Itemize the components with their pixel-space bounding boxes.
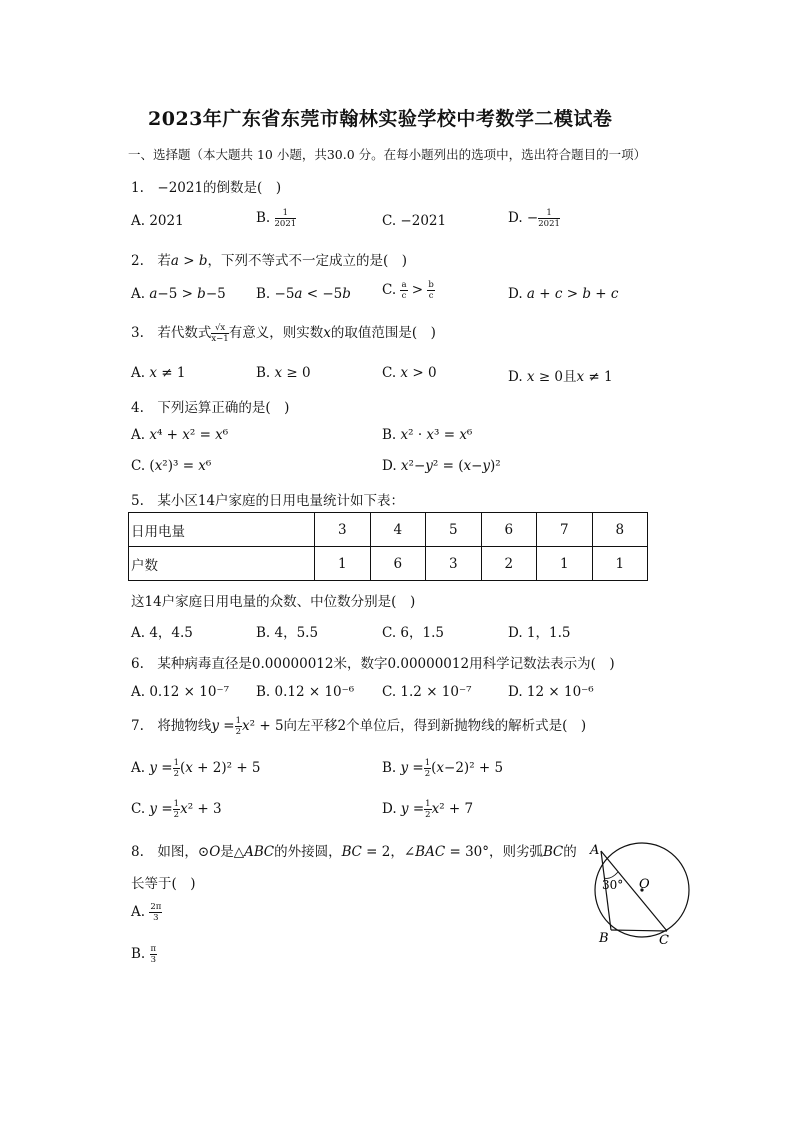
question-5-stem: 5. 某小区14户家庭的日用电量统计如下表： <box>131 493 405 509</box>
q7-fraction: $\frac{1}{2}$ <box>235 716 242 737</box>
q8-option-b[interactable]: B. $\frac{\pi}{3}$ <box>131 944 157 965</box>
table-row-header: 日用电量 <box>129 513 315 547</box>
q5-option-b[interactable]: B. 4，5.5 <box>256 625 319 641</box>
table-cell: 5 <box>426 513 482 547</box>
q6-option-c[interactable]: C. 1.2 × 10⁻⁷ <box>382 684 472 700</box>
table-cell: 2 <box>481 547 537 581</box>
table-cell: 6 <box>481 513 537 547</box>
question-7-stem: 7. 将抛物线𝑦 = $\frac{1}{2}$ 𝑥² + 5向左平移2个单位后，得到新抛物线的解析式是( ) <box>131 716 587 737</box>
question-3-stem: 3. 若代数式 $\frac{√x}{x-1}$ 有意义，则实数𝑥的取值范围是( ) <box>131 323 436 344</box>
q2-c-fraction-left: $\frac{a}{c}$ <box>401 280 407 301</box>
q3-option-c[interactable]: C. 𝑥 > 0 <box>382 365 437 381</box>
circle-triangle-figure <box>585 838 697 950</box>
q6-option-a[interactable]: A. 0.12 × 10⁻⁷ <box>131 684 230 700</box>
table-cell: 8 <box>592 513 648 547</box>
question-2-stem: 2. 若𝑎 > 𝑏，下列不等式不一定成立的是( ) <box>131 253 407 269</box>
electricity-table <box>128 512 648 581</box>
q7-option-b[interactable]: B. 𝑦 = $\frac{1}{2}$ (𝑥−2)² + 5 <box>382 758 504 779</box>
table-cell: 7 <box>537 513 593 547</box>
q2-option-a[interactable]: A. 𝑎−5 > 𝑏−5 <box>131 286 226 302</box>
q7-option-a[interactable]: A. 𝑦 = $\frac{1}{2}$ (𝑥 + 2)² + 5 <box>131 758 261 779</box>
question-4-stem: 4. 下列运算正确的是( ) <box>131 400 290 416</box>
table-row <box>129 513 648 547</box>
question-1-stem: 1. −2021的倒数是( ) <box>131 180 282 196</box>
q6-option-b[interactable]: B. 0.12 × 10⁻⁶ <box>256 684 355 700</box>
label-a: A <box>590 843 600 858</box>
q3-fraction: $\frac{√x}{x-1}$ <box>211 323 229 344</box>
q2-option-d[interactable]: D. 𝑎 + 𝑐 > 𝑏 + 𝑐 <box>508 286 619 302</box>
table-cell: 6 <box>370 547 426 581</box>
label-c: C <box>659 933 669 948</box>
q1-option-b[interactable]: B. $\frac{1}{2021}$ <box>256 208 297 229</box>
q8-b-fraction: $\frac{\pi}{3}$ <box>150 944 157 965</box>
section-header: 一、选择题（本大题共 10 小题，共30.0 分。在每小题列出的选项中，选出符合题目的一项） <box>128 147 647 162</box>
question-6-stem: 6. 某种病毒直径是0.00000012米，数字0.00000012用科学记数法表示为( ) <box>131 656 615 672</box>
q7-option-d[interactable]: D. 𝑦 = $\frac{1}{2}$ 𝑥² + 7 <box>382 799 474 820</box>
q1-option-a[interactable]: A. 2021 <box>131 213 184 229</box>
q2-option-c[interactable]: C. $\frac{a}{c}$ > $\frac{b}{c}$ <box>382 280 434 301</box>
label-b: B <box>599 931 609 946</box>
q8-a-fraction: $\frac{2\pi}{3}$ <box>150 902 162 923</box>
q7-a-fraction: $\frac{1}{2}$ <box>173 758 179 779</box>
q7-c-fraction: $\frac{1}{2}$ <box>173 799 180 820</box>
q7-option-c[interactable]: C. 𝑦 = $\frac{1}{2}$ 𝑥² + 3 <box>131 799 222 820</box>
question-8-stem-line2: 长等于( ) <box>131 876 196 892</box>
table-cell: 3 <box>426 547 482 581</box>
q1-b-fraction: $\frac{1}{2021}$ <box>274 208 297 229</box>
table-row-header: 户数 <box>129 547 315 581</box>
q8-option-a[interactable]: A. $\frac{2\pi}{3}$ <box>131 902 162 923</box>
q7-d-fraction: $\frac{1}{2}$ <box>425 799 431 820</box>
q1-option-c[interactable]: C. −2021 <box>382 213 447 229</box>
q4-option-d[interactable]: D. 𝑥²−𝑦² = (𝑥−𝑦)² <box>382 458 501 474</box>
table-cell: 1 <box>537 547 593 581</box>
q4-option-a[interactable]: A. 𝑥⁴ + 𝑥² = 𝑥⁶ <box>131 427 229 443</box>
label-o: O <box>639 877 650 892</box>
q3-option-d[interactable]: D. 𝑥 ≥ 0且𝑥 ≠ 1 <box>508 369 613 385</box>
q1-d-fraction: $\frac{1}{2021}$ <box>538 208 560 229</box>
q5-option-c[interactable]: C. 6，1.5 <box>382 625 444 641</box>
q6-option-d[interactable]: D. 12 × 10⁻⁶ <box>508 684 594 700</box>
q1-option-d[interactable]: D. − $\frac{1}{2021}$ <box>508 208 560 229</box>
table-cell: 1 <box>315 547 371 581</box>
table-cell: 4 <box>370 513 426 547</box>
q4-option-b[interactable]: B. 𝑥² · 𝑥³ = 𝑥⁶ <box>382 427 473 443</box>
q4-option-c[interactable]: C. (𝑥²)³ = 𝑥⁶ <box>131 458 212 474</box>
q2-option-b[interactable]: B. −5𝑎 < −5𝑏 <box>256 286 351 302</box>
question-8-stem-line1: 8. 如图，⊙𝑂是△𝐴𝐵𝐶的外接圆，𝐵𝐶 = 2，∠𝐵𝐴𝐶 = 30°，则劣弧𝐵𝐶的 <box>131 844 577 860</box>
page-title: 2023年广东省东莞市翰林实验学校中考数学二模试卷 <box>148 108 613 130</box>
table-cell: 1 <box>592 547 648 581</box>
q3-option-a[interactable]: A. 𝑥 ≠ 1 <box>131 365 186 381</box>
q2-c-fraction-right: $\frac{b}{c}$ <box>428 280 434 301</box>
q5-option-a[interactable]: A. 4，4.5 <box>131 625 193 641</box>
table-row <box>129 547 648 581</box>
q5-option-d[interactable]: D. 1，1.5 <box>508 625 571 641</box>
label-angle: 30° <box>602 878 624 892</box>
question-5-followup: 这14户家庭日用电量的众数、中位数分别是( ) <box>131 594 416 610</box>
q3-option-b[interactable]: B. 𝑥 ≥ 0 <box>256 365 311 381</box>
q7-b-fraction: $\frac{1}{2}$ <box>424 758 431 779</box>
table-cell: 3 <box>315 513 371 547</box>
